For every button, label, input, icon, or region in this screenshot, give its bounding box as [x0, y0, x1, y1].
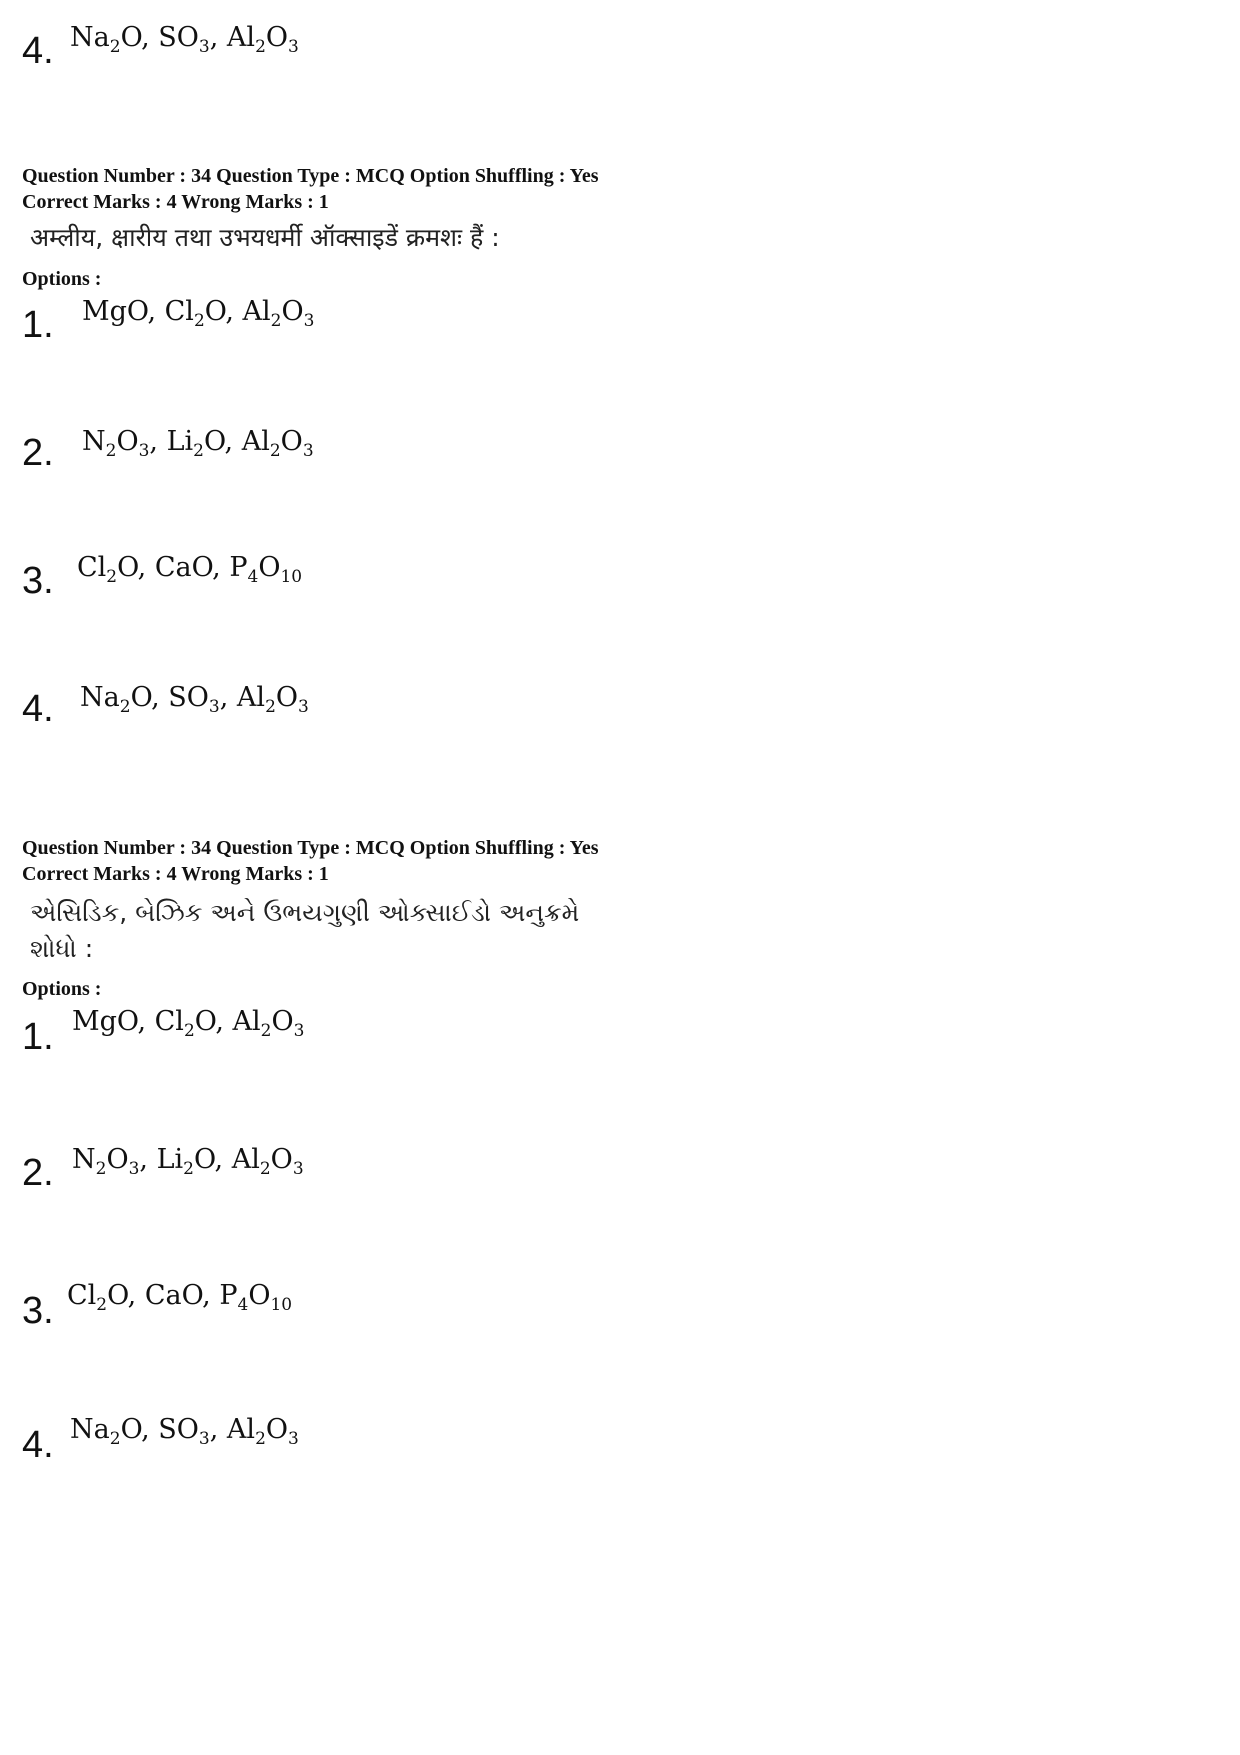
option-number: 4. [22, 1424, 54, 1466]
option-formula: $Cl_2O$, CaO, $P_4O_{10}$ [77, 552, 303, 587]
option-number: 3. [22, 1290, 54, 1332]
option-number: 1. [22, 304, 54, 346]
question-marks: Correct Marks : 4 Wrong Marks : 1 [22, 863, 329, 885]
options-label: Options : [22, 978, 102, 1000]
option-formula: $Na_2O$, $SO_3$, $Al_2O_3$ [80, 682, 309, 717]
option-number: 2. [22, 1152, 54, 1194]
question-meta: Question Number : 34 Question Type : MCQ Option Shuffling : Yes [22, 165, 599, 187]
question-marks: Correct Marks : 4 Wrong Marks : 1 [22, 191, 329, 213]
option-number: 4. [22, 688, 54, 730]
option-formula: $Na_2O$, $SO_3$, $Al_2O_3$ [70, 1414, 299, 1449]
option-formula: $N_2O_3$, $Li_2O$, $Al_2O_3$ [72, 1144, 304, 1179]
question-text: अम्लीय, क्षारीय तथा उभयधर्मी ऑक्साइडें क्रमशः हैं : [30, 223, 500, 252]
option-formula: $Na_2O$, $SO_3$, $Al_2O_3$ [70, 22, 299, 57]
option-number: 3. [22, 560, 54, 602]
question-text-line2: શોધો : [30, 934, 94, 963]
option-formula: MgO, $Cl_2O$, $Al_2O_3$ [72, 1006, 305, 1041]
option-formula: $N_2O_3$, $Li_2O$, $Al_2O_3$ [82, 426, 314, 461]
options-label: Options : [22, 268, 102, 290]
question-meta: Question Number : 34 Question Type : MCQ Option Shuffling : Yes [22, 837, 599, 859]
option-number: 2. [22, 432, 54, 474]
option-number: 4. [22, 30, 54, 72]
option-formula: $Cl_2O$, CaO, $P_4O_{10}$ [67, 1280, 293, 1315]
option-formula: MgO, $Cl_2O$, $Al_2O_3$ [82, 296, 315, 331]
option-number: 1. [22, 1016, 54, 1058]
question-text-line1: એસિડિક, બેઝિક અને ઉભયગુણી ઓક્સાઈડો અનુક્રમે [30, 898, 580, 927]
